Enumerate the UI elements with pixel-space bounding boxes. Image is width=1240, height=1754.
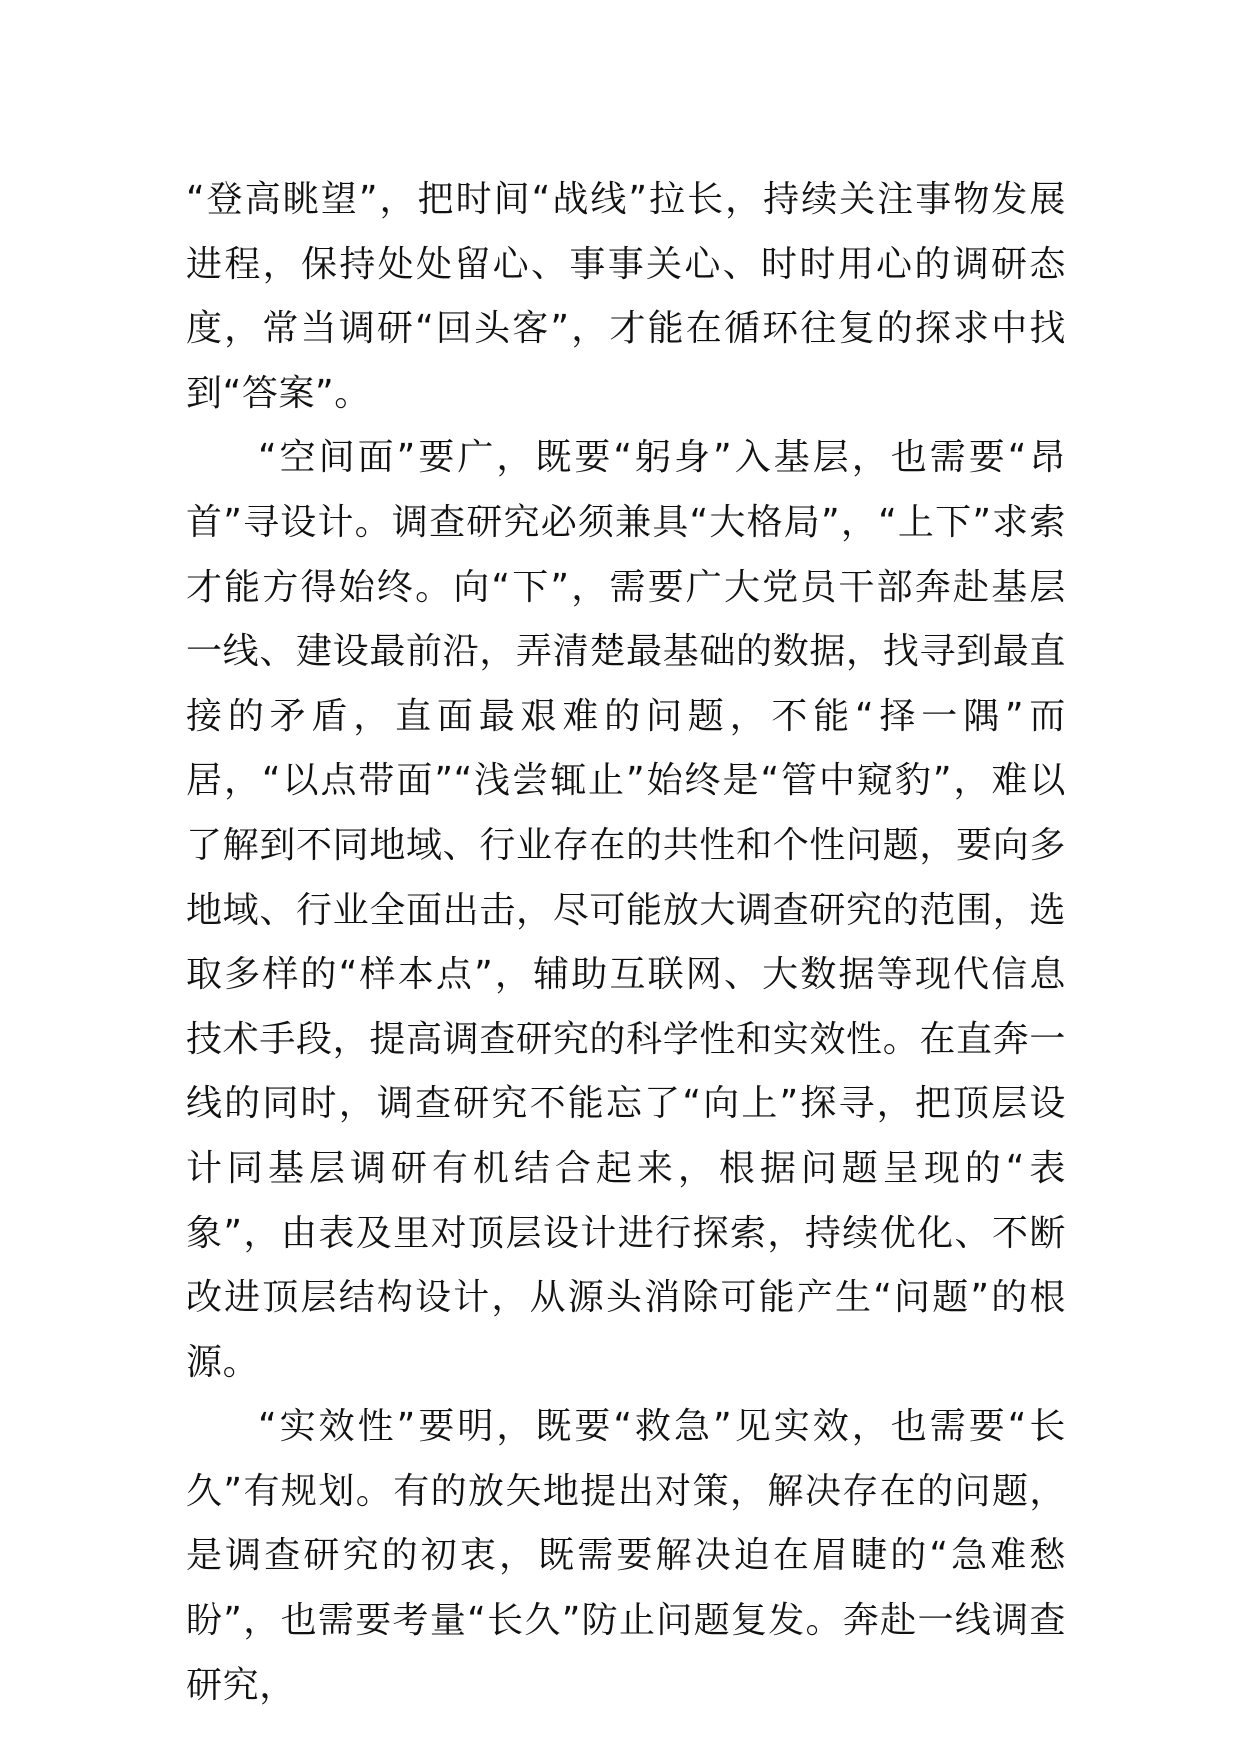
document-body — [186, 168, 1066, 1718]
paragraph-effectiveness: “实效性”要明，既要“救急”见实效，也需要“长久”有规划。有的放矢地提出对策，解决存在的问题，是调查研究的初衷，既需要解决迫在眉睫的“急难愁盼”，也需要考量“长久”防止问题复发。奔赴一线调查研究， — [186, 1406, 1066, 1706]
paragraph-space-scope: “空间面”要广，既要“躬身”入基层，也需要“昂首”寻设计。调查研究必须兼具“大格局”，“上下”求索才能方得始终。向“下”，需要广大党员干部奔赴基层一线、建设最前沿，弄清楚最基础的数据，找寻到最直接的矛盾，直面最艰难的问题，不能“择一隅”而居，“以点带面”“浅尝辄止”始终是“管中窥豹”，难以了解到不同地域、行业存在的共性和个性问题，要向多地域、行业全面出击，尽可能放大调查研究的范围，选取多样的“样本点”，辅助互联网、大数据等现代信息技术手段，提高调查研究的科学性和实效性。在直奔一线的同时，调查研究不能忘了“向上”探寻，把顶层设计同基层调研有机结合起来，根据问题呈现的“表象”，由表及里对顶层设计进行探索，持续优化、不断改进顶层结构设计，从源头消除可能产生“问题”的根源。 — [186, 437, 1066, 1383]
paragraph-continuation: “登高眺望”，把时间“战线”拉长，持续关注事物发展进程，保持处处留心、事事关心、时时用心的调研态度，常当调研“回头客”，才能在循环往复的探求中找到“答案”。 — [186, 179, 1066, 414]
